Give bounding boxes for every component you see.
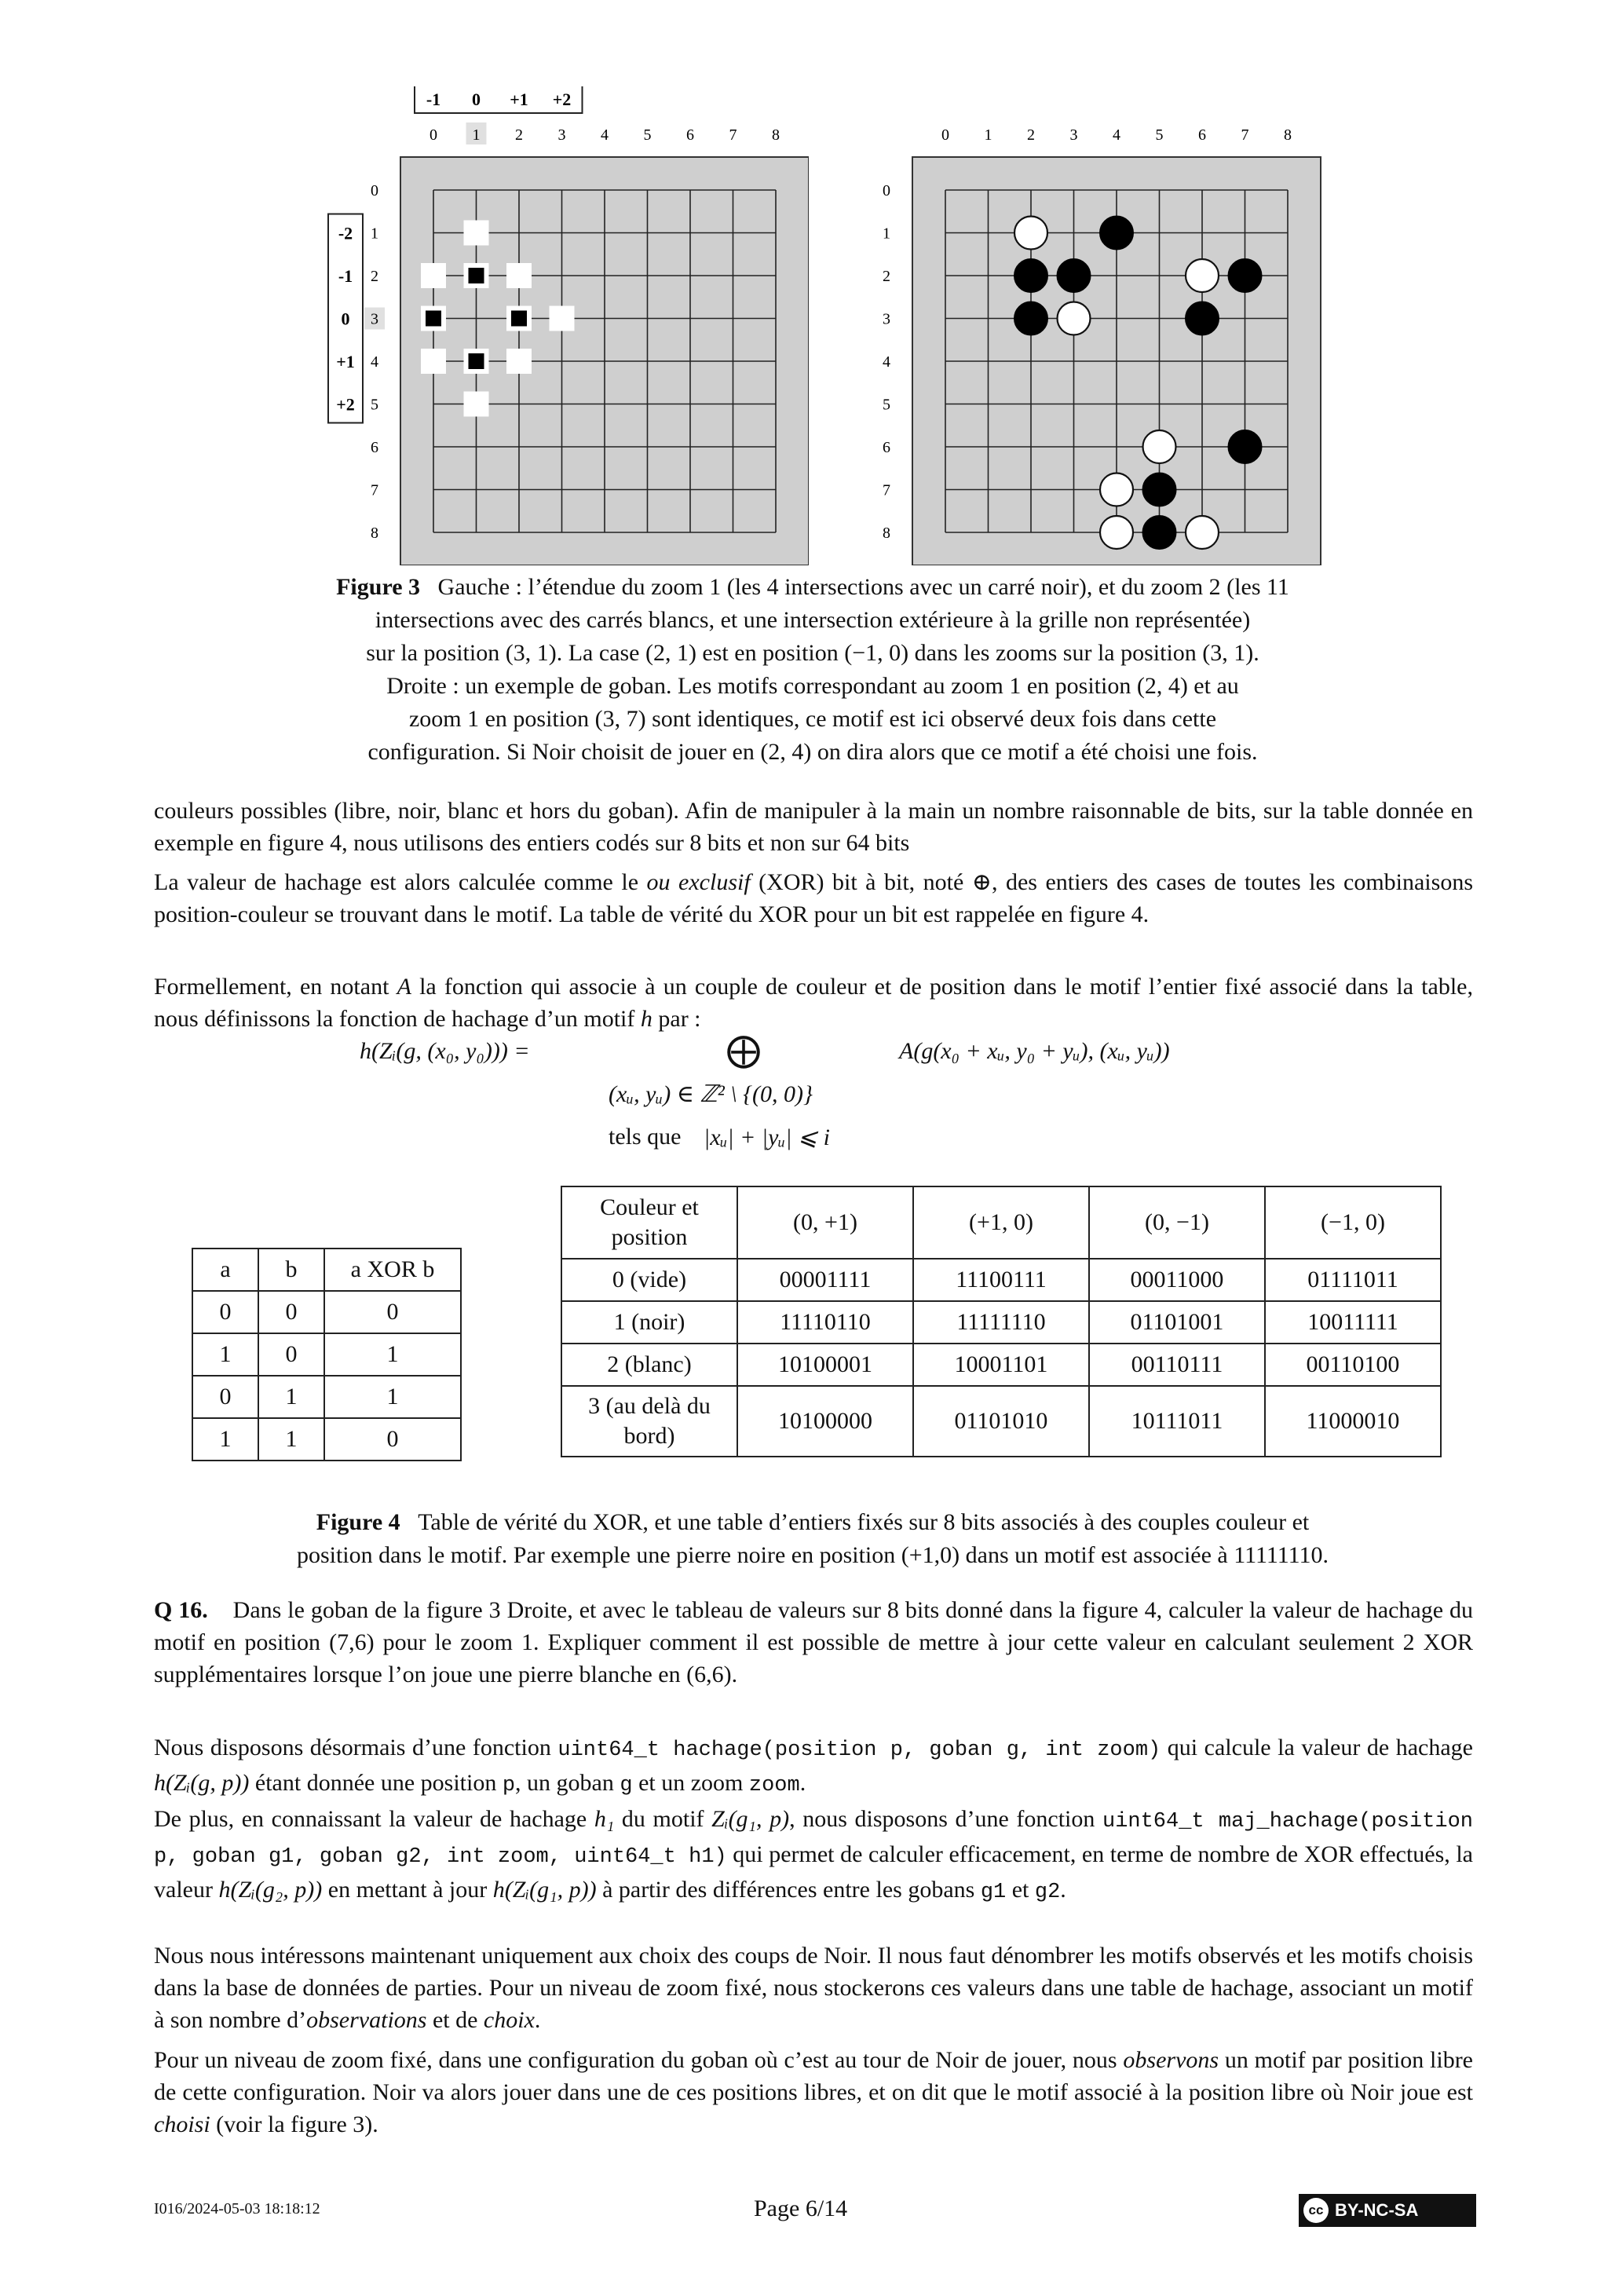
table-cell: 00001111 xyxy=(737,1259,913,1301)
row-label: 4 xyxy=(371,353,378,371)
paragraph-5-text: et xyxy=(1006,1877,1035,1903)
column-label: 2 xyxy=(1027,126,1035,144)
table-cell: 0 xyxy=(192,1291,258,1333)
column-label: 0 xyxy=(430,126,437,144)
math-h-z-g2: h(Zᵢ(g₂, p)) xyxy=(218,1877,323,1903)
table-cell: 2 (blanc) xyxy=(561,1344,737,1386)
table-row xyxy=(192,1291,461,1333)
figure-3-caption-line-1: Gauche : l’étendue du zoom 1 (les 4 intersections avec un carré noir), et du zoom 2 (les 11 xyxy=(437,574,1289,600)
white-square-marker xyxy=(464,392,489,417)
formula-xor-operator: ⨁ xyxy=(726,1031,761,1069)
emphasis-observations: observations xyxy=(306,2007,427,2033)
black-stone xyxy=(1014,259,1047,292)
row-label: 1 xyxy=(371,225,378,243)
white-stone xyxy=(1100,473,1133,506)
hash-value-table xyxy=(561,1186,1442,1457)
table-cell: 11111110 xyxy=(913,1301,1089,1344)
table-cell: 10111011 xyxy=(1089,1386,1265,1457)
table-cell: 11110110 xyxy=(737,1301,913,1344)
paragraph-5-text: . xyxy=(1060,1877,1066,1903)
table-cell: 00110100 xyxy=(1265,1344,1441,1386)
paragraph-5-text: , nous disposons d’une fonction xyxy=(789,1806,1102,1832)
column-offset-label: +2 xyxy=(552,90,572,109)
math-z-g1: Zᵢ(g₁, p) xyxy=(711,1806,790,1832)
paragraph-5-text: en mettant à jour xyxy=(322,1877,493,1903)
question-16-text: Dans le goban de la figure 3 Droite, et avec le tableau de valeurs sur 8 bits donné dans la figure 4, calculer la valeur de hachage du motif en position (7,6) pour le zoom 1. Expliquer comment il est possible de mettre à jour cette valeur en calculant seulement 2 XOR supplémentaires lorsque l’on joue une pierre blanche en (6,6). xyxy=(154,1597,1473,1687)
paragraph-1-text: couleurs possibles (libre, noir, blanc et hors du goban). Afin de manipuler à la main un nombre raisonnable de bits, sur la table donnée en exemple en figure 4, nous utilisons des entiers codés sur 8 bits et non sur 64 bits xyxy=(154,798,1473,856)
column-label: 5 xyxy=(1155,126,1164,144)
column-label: 8 xyxy=(1284,126,1292,144)
column-label: 6 xyxy=(686,126,694,144)
white-square-marker xyxy=(550,306,575,331)
table-cell: 01111011 xyxy=(1265,1259,1441,1301)
row-label: 8 xyxy=(883,525,890,542)
table-cell: 10001101 xyxy=(913,1344,1089,1386)
code-g: g xyxy=(620,1774,633,1797)
table-row xyxy=(561,1301,1441,1344)
paragraph-4-text: et un zoom xyxy=(632,1770,749,1796)
white-square-marker xyxy=(506,263,532,288)
black-stone xyxy=(1100,217,1133,250)
paragraph-5-text: du motif xyxy=(614,1806,712,1832)
paragraph-6 xyxy=(154,1940,1473,2036)
paragraph-3-text-a: Formellement, en notant xyxy=(154,974,397,1000)
column-offset-label: -1 xyxy=(426,90,441,109)
table-cell: 1 (noir) xyxy=(561,1301,737,1344)
table-row xyxy=(192,1333,461,1376)
figure-4-caption-line-2: position dans le motif. Par exemple une pierre noire en position (+1,0) dans un motif est associée à 11111110. xyxy=(296,1542,1329,1568)
figure-3-left-board xyxy=(322,86,809,565)
figure-3-caption-line-5: zoom 1 en position (3, 7) sont identiques, ce motif est ici observé deux fois dans cette xyxy=(408,706,1217,732)
figure-3-caption xyxy=(157,571,1468,769)
table-row xyxy=(561,1386,1441,1457)
hash-header-color: Couleur et position xyxy=(561,1186,737,1259)
column-label: 5 xyxy=(643,126,652,144)
row-label: 8 xyxy=(371,525,378,542)
column-offset-label: 0 xyxy=(472,90,481,109)
page-number: Page 6/14 xyxy=(754,2195,848,2221)
row-label: 5 xyxy=(371,396,378,414)
emphasis-choix: choix xyxy=(483,2007,535,2033)
paragraph-3-math-A: A xyxy=(397,974,411,1000)
license-text: BY-NC-SA xyxy=(1335,2200,1419,2220)
paragraph-2-text-a: La valeur de hachage est alors calculée comme le xyxy=(154,869,647,895)
paragraph-7-text: un motif par position libre de cette configuration. Noir va alors jouer dans une de ces positions libres, et on dit que le motif associé à la position libre où Noir joue est xyxy=(154,2047,1473,2105)
paragraph-3-math-h: h xyxy=(640,1006,652,1032)
table-cell: 0 xyxy=(258,1291,324,1333)
table-cell: 01101001 xyxy=(1089,1301,1265,1344)
column-label: 4 xyxy=(601,126,609,144)
figure-4-caption-line-1: Table de vérité du XOR, et une table d’entiers fixés sur 8 bits associés à des couples couleur et xyxy=(418,1509,1310,1535)
paragraph-6-text: Nous nous intéressons maintenant uniquement aux choix des coups de Noir. Il nous faut dénombrer les motifs observés et les motifs choisis dans la base de données de parties. Pour un niveau de zoom fixé, nous stockerons ces valeurs dans une table de hachage, associant un motif à son nombre d’ xyxy=(154,1943,1473,2033)
row-label: 3 xyxy=(371,310,378,328)
column-offset-label: +1 xyxy=(510,90,528,109)
white-stone xyxy=(1143,430,1176,463)
xor-header-result: a XOR b xyxy=(324,1249,461,1291)
code-maj-hachage: uint64_t maj_hachage(position p, goban g1, goban g2, int zoom, uint64_t h1) xyxy=(154,1810,1473,1869)
paragraph-4-text: Nous disposons désormais d’une fonction xyxy=(154,1735,558,1760)
paragraph-6-text: et de xyxy=(426,2007,484,2033)
row-label: 7 xyxy=(883,481,890,499)
paragraph-5 xyxy=(154,1803,1473,1909)
table-cell: 1 xyxy=(258,1418,324,1461)
paragraph-4 xyxy=(154,1731,1473,1802)
paragraph-7-text: Pour un niveau de zoom fixé, dans une configuration du goban où c’est au tour de Noir de jouer, nous xyxy=(154,2047,1124,2073)
column-label: 8 xyxy=(772,126,780,144)
table-cell: 0 (vide) xyxy=(561,1259,737,1301)
table-cell: 11100111 xyxy=(913,1259,1089,1301)
hash-header-col-3: (0, −1) xyxy=(1089,1186,1265,1259)
paragraph-6-text: . xyxy=(534,2007,541,2033)
code-p: p xyxy=(502,1774,516,1797)
black-stone xyxy=(1143,473,1176,506)
hash-header-col-2: (+1, 0) xyxy=(913,1186,1089,1259)
black-square-marker xyxy=(469,353,484,369)
cc-icon: cc xyxy=(1303,2198,1329,2223)
figure-3-caption-line-4: Droite : un exemple de goban. Les motifs correspondant au zoom 1 en position (2, 4) et au xyxy=(386,673,1239,699)
emphasis-choisi: choisi xyxy=(154,2111,210,2137)
figure-3-label: Figure 3 xyxy=(336,574,421,600)
formula-under-2-text: tels que xyxy=(609,1124,682,1150)
row-label: 7 xyxy=(371,481,378,499)
hash-header-row xyxy=(561,1186,1441,1259)
row-label: 1 xyxy=(883,225,890,243)
white-stone xyxy=(1186,259,1219,292)
row-label: 0 xyxy=(883,182,890,199)
footer-id: I016/2024-05-03 18:18:12 xyxy=(154,2200,320,2217)
black-stone xyxy=(1186,302,1219,335)
math-h-z-g1: h(Zᵢ(g₁, p)) xyxy=(492,1877,597,1903)
row-label: 2 xyxy=(371,268,378,285)
black-square-marker xyxy=(469,268,484,283)
row-offset-label: -1 xyxy=(338,266,353,286)
paragraph-2-emphasis: ou exclusif xyxy=(646,869,751,895)
table-cell: 11000010 xyxy=(1265,1386,1441,1457)
table-cell: 0 xyxy=(192,1376,258,1418)
black-stone xyxy=(1014,302,1047,335)
table-cell: 10100001 xyxy=(737,1344,913,1386)
column-label: 7 xyxy=(1241,126,1249,144)
black-square-marker xyxy=(511,311,527,327)
code-zoom: zoom xyxy=(748,1774,800,1797)
code-g2: g2 xyxy=(1034,1881,1061,1904)
emphasis-observons: observons xyxy=(1123,2047,1219,2073)
row-offset-label: +2 xyxy=(336,394,355,415)
table-cell: 3 (au delà du bord) xyxy=(561,1386,737,1457)
white-square-marker xyxy=(421,349,446,374)
table-cell: 01101010 xyxy=(913,1386,1089,1457)
row-label: 6 xyxy=(371,439,378,456)
row-label: 3 xyxy=(883,310,890,328)
table-cell: 1 xyxy=(324,1333,461,1376)
white-stone xyxy=(1014,217,1047,250)
table-cell: 0 xyxy=(324,1418,461,1461)
row-label: 5 xyxy=(883,396,890,414)
table-cell: 1 xyxy=(192,1418,258,1461)
license-badge xyxy=(1299,2194,1476,2227)
row-label: 2 xyxy=(883,268,890,285)
paragraph-3-text-c: par : xyxy=(652,1006,701,1032)
math-hash-z: h(Zᵢ(g, p)) xyxy=(154,1770,250,1796)
xor-truth-table xyxy=(192,1248,462,1461)
paragraph-5-text: qui permet de calculer efficacement, en terme de nombre de XOR effectués, la valeur xyxy=(154,1841,1473,1903)
paragraph-4-text: qui calcule la valeur de hachage xyxy=(1161,1735,1473,1760)
column-label: 6 xyxy=(1198,126,1206,144)
hash-header-col-1: (0, +1) xyxy=(737,1186,913,1259)
math-h1: h₁ xyxy=(594,1806,615,1832)
table-row xyxy=(561,1259,1441,1301)
column-label: 0 xyxy=(941,126,949,144)
table-cell: 10011111 xyxy=(1265,1301,1441,1344)
row-label: 4 xyxy=(883,353,890,371)
figure-3-right-board xyxy=(872,86,1335,565)
formula-lhs: h(Zᵢ(g, (x₀, y₀))) = xyxy=(360,1038,530,1064)
table-cell: 00110111 xyxy=(1089,1344,1265,1386)
formula-under-1: (xᵤ, yᵤ) ∈ ℤ² \ {(0, 0)} xyxy=(609,1081,813,1107)
black-stone xyxy=(1058,259,1091,292)
white-square-marker xyxy=(464,221,489,246)
white-stone xyxy=(1058,302,1091,335)
table-cell: 1 xyxy=(258,1376,324,1418)
code-g1: g1 xyxy=(980,1881,1007,1904)
figure-3-caption-line-3: sur la position (3, 1). La case (2, 1) est en position (−1, 0) dans les zooms sur la position (3, 1). xyxy=(366,640,1259,666)
paragraph-4-text: étant donnée une position xyxy=(249,1770,503,1796)
paragraph-2-text-b: (XOR) bit à bit, noté ⊕, des entiers des cases de toutes les combinaisons position-couleur se trouvant dans le motif. La table de vérité du XOR pour un bit est rappelée en figure 4. xyxy=(154,869,1473,927)
paragraph-3 xyxy=(154,971,1473,1035)
paragraph-5-text: à partir des différences entre les gobans xyxy=(596,1877,981,1903)
paragraph-7 xyxy=(154,2044,1473,2141)
white-stone xyxy=(1186,516,1219,549)
row-label: 0 xyxy=(371,182,378,199)
table-cell: 00011000 xyxy=(1089,1259,1265,1301)
white-stone xyxy=(1100,516,1133,549)
figure-3-caption-line-6: configuration. Si Noir choisit de jouer en (2, 4) on dira alors que ce motif a été choisi une fois. xyxy=(367,739,1258,765)
paragraph-1 xyxy=(154,795,1473,859)
code-hachage: uint64_t hachage(position p, goban g, int zoom) xyxy=(557,1738,1161,1762)
table-cell: 1 xyxy=(192,1333,258,1376)
row-offset-label: -2 xyxy=(338,223,353,243)
table-row xyxy=(192,1376,461,1418)
table-cell: 0 xyxy=(324,1291,461,1333)
row-label: 6 xyxy=(883,439,890,456)
column-label: 7 xyxy=(729,126,737,144)
question-16 xyxy=(154,1594,1473,1691)
row-offset-label: 0 xyxy=(341,309,350,329)
black-square-marker xyxy=(426,311,441,327)
paragraph-7-text: (voir la figure 3). xyxy=(210,2111,378,2137)
column-label: 3 xyxy=(1069,126,1078,144)
figure-4-caption xyxy=(149,1506,1476,1572)
table-cell: 10100000 xyxy=(737,1386,913,1457)
white-square-marker xyxy=(421,263,446,288)
formula-under-2-math: |xᵤ| + |yᵤ| ⩽ i xyxy=(704,1124,830,1150)
question-16-label: Q 16. xyxy=(154,1597,208,1623)
table-cell: 0 xyxy=(258,1333,324,1376)
paragraph-3-text-b: la fonction qui associe à un couple de couleur et de position dans le motif l’entier fixé associé dans la table, nous définissons la fonction de hachage d’un motif xyxy=(154,974,1473,1032)
table-cell: 1 xyxy=(324,1376,461,1418)
table-row xyxy=(192,1418,461,1461)
paragraph-5-text: De plus, en connaissant la valeur de hachage xyxy=(154,1806,594,1832)
black-stone xyxy=(1229,430,1262,463)
paragraph-4-text: . xyxy=(799,1770,806,1796)
xor-header-a: a xyxy=(192,1249,258,1291)
paragraph-2 xyxy=(154,866,1473,930)
column-label: 1 xyxy=(472,126,481,144)
xor-header-row xyxy=(192,1249,461,1291)
white-square-marker xyxy=(506,349,532,374)
paragraph-4-text: , un goban xyxy=(515,1770,620,1796)
column-label: 2 xyxy=(515,126,523,144)
figure-4-label: Figure 4 xyxy=(316,1509,400,1535)
figure-3-caption-line-2: intersections avec des carrés blancs, et une intersection extérieure à la grille non représentée) xyxy=(375,607,1251,633)
column-label: 4 xyxy=(1113,126,1120,144)
formula-rhs: A(g(x₀ + xᵤ, y₀ + yᵤ), (xᵤ, yᵤ)) xyxy=(899,1038,1170,1064)
hash-header-col-4: (−1, 0) xyxy=(1265,1186,1441,1259)
column-label: 1 xyxy=(984,126,992,144)
black-stone xyxy=(1143,516,1176,549)
row-offset-label: +1 xyxy=(336,352,355,371)
xor-header-b: b xyxy=(258,1249,324,1291)
black-stone xyxy=(1229,259,1262,292)
table-row xyxy=(561,1344,1441,1386)
column-label: 3 xyxy=(557,126,566,144)
